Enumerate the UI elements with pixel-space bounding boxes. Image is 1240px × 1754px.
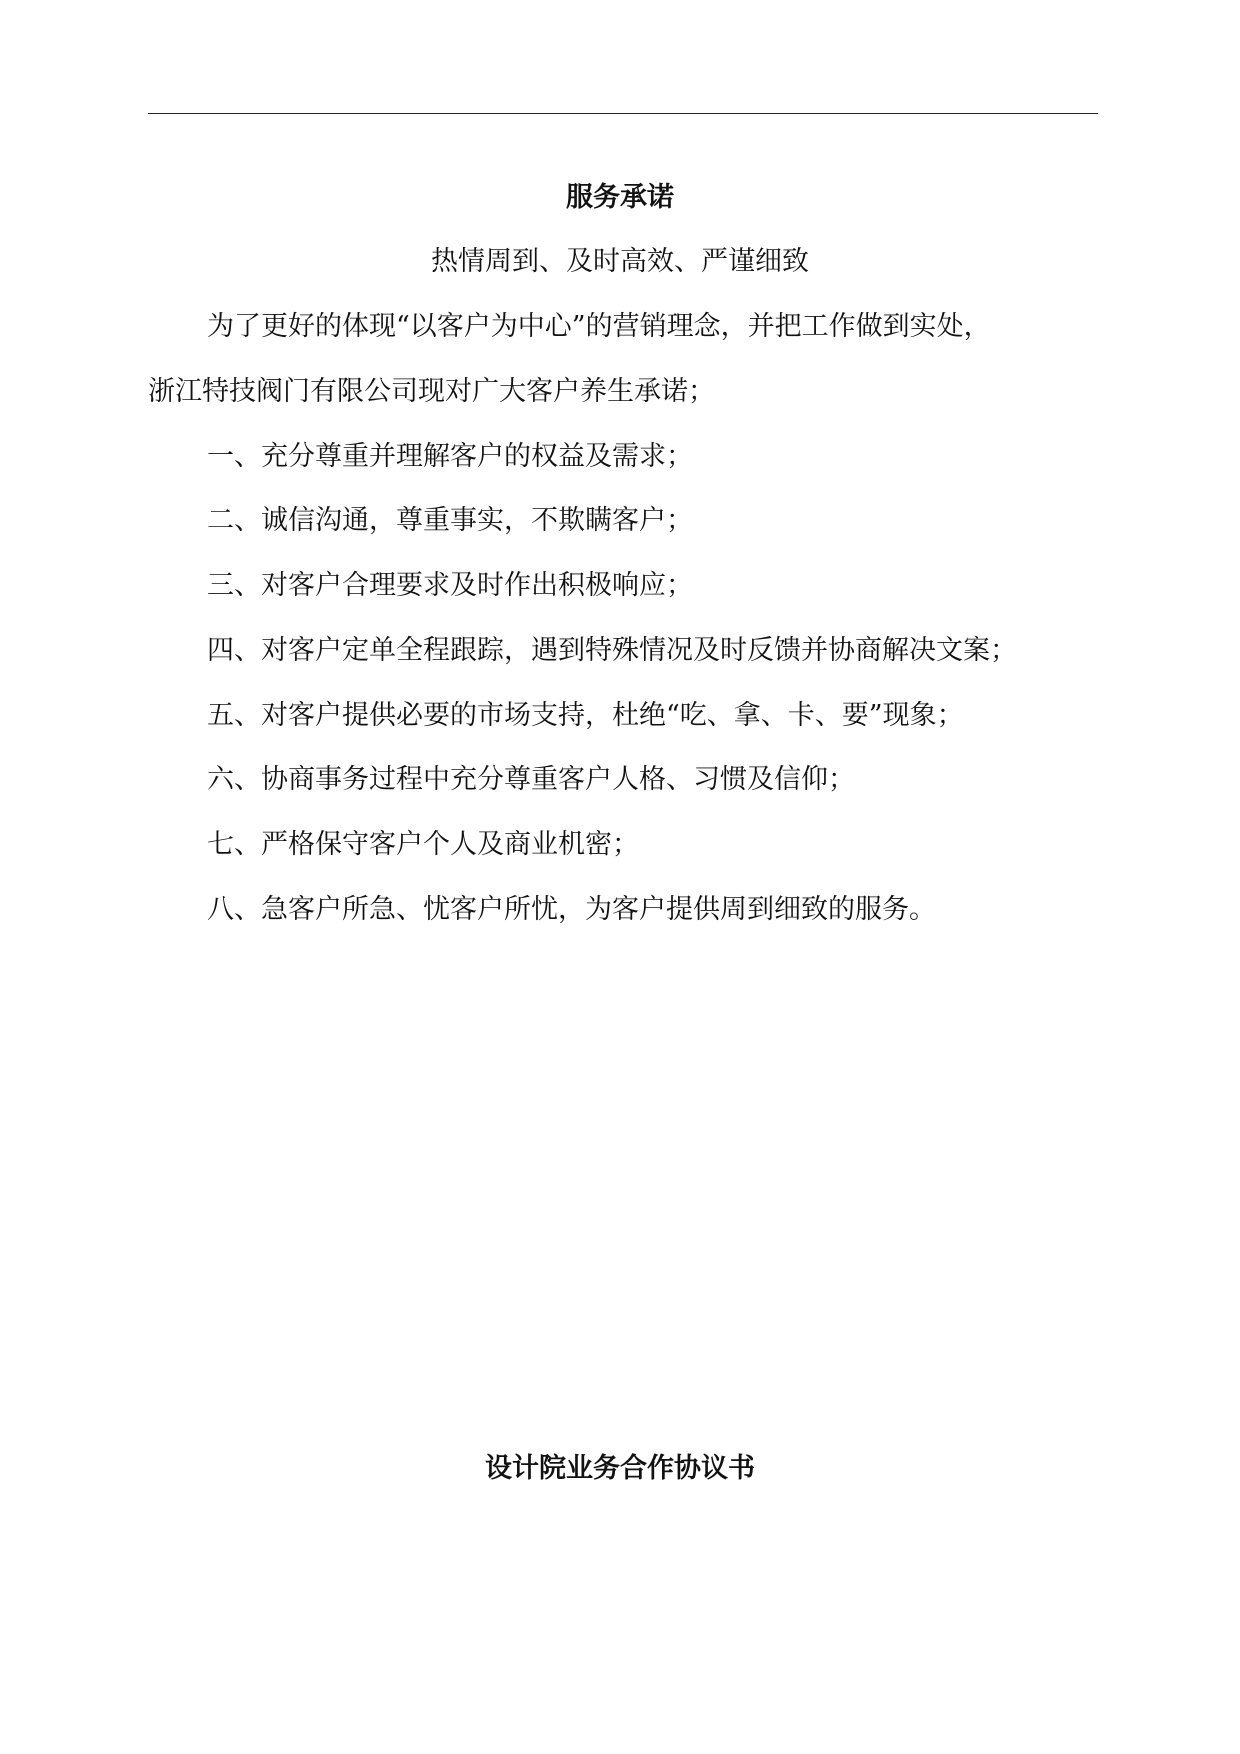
commitment-item: 二、诚信沟通，尊重事实，不欺瞒客户； [207,505,693,536]
header-rule [148,113,1098,114]
commitment-item: 五、对客户提供必要的市场支持，杜绝“吃、拿、卡、要”现象； [207,700,964,731]
page-subtitle: 热情周到、及时高效、严谨细致 [431,246,809,277]
next-section-title: 设计院业务合作协议书 [485,1453,755,1484]
page-title: 服务承诺 [566,182,674,213]
commitment-item: 一、充分尊重并理解客户的权益及需求； [207,441,693,472]
commitment-item: 七、严格保守客户个人及商业机密； [207,829,639,860]
commitment-item: 八、急客户所急、忧客户所忧，为客户提供周到细致的服务。 [207,894,936,925]
commitment-item: 三、对客户合理要求及时作出积极响应； [207,570,693,601]
commitment-item: 四、对客户定单全程跟踪，遇到特殊情况及时反馈并协商解决文案； [207,635,1017,666]
commitment-item: 六、协商事务过程中充分尊重客户人格、习惯及信仰； [207,764,855,795]
intro-paragraph-line-2: 浙江特技阀门有限公司现对广大客户养生承诺； [148,376,715,407]
intro-paragraph-line-1: 为了更好的体现“以客户为中心”的营销理念，并把工作做到实处， [207,311,991,342]
